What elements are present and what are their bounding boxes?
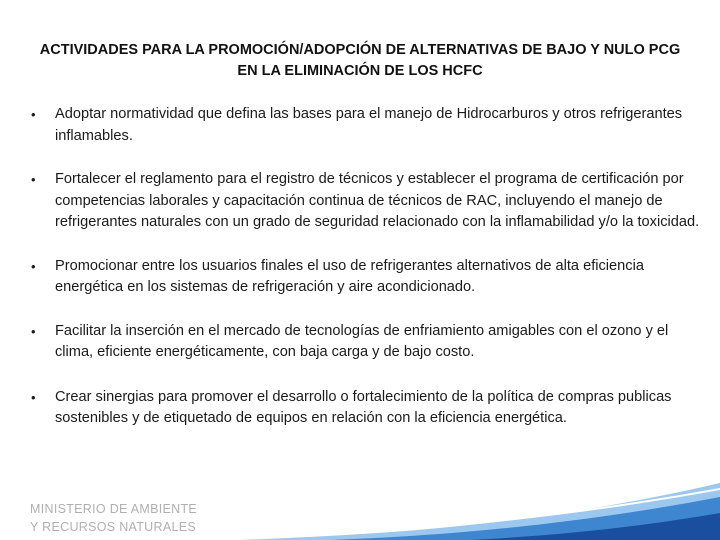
bullet-text: Crear sinergias para promover el desarrollo o fortalecimiento de la política de compras publicas sostenibles y de etiquetado de equipos en relación con la eficiencia energética. xyxy=(55,388,672,426)
ministry-name-line1: MINISTERIO DE AMBIENTE xyxy=(30,502,198,516)
bullet-text: Adoptar normatividad que defina las bases para el manejo de Hidrocarburos y otros refrigerantes inflamables. xyxy=(55,106,683,144)
ministry-logo-text xyxy=(30,500,197,536)
ministry-name-line2: Y RECURSOS NATURALES xyxy=(30,520,196,534)
bullet-item xyxy=(30,169,700,234)
bullet-dot-icon: • xyxy=(31,172,36,187)
bullet-item xyxy=(30,321,700,364)
bullet-dot-icon: • xyxy=(31,323,36,339)
bullet-dot-icon: • xyxy=(31,389,36,405)
bullet-list xyxy=(30,104,700,430)
bullet-dot-icon: • xyxy=(31,258,36,274)
bullet-dot-icon: • xyxy=(31,107,36,122)
bullet-item xyxy=(30,387,700,430)
bullet-item xyxy=(30,256,700,299)
bullet-item xyxy=(30,104,700,147)
bullet-text: Facilitar la inserción en el mercado de tecnologías de enfriamiento amigables con el ozono y el clima, eficiente energéticamente, con baja carga y de bajo costo. xyxy=(55,322,669,360)
bullet-text: Fortalecer el reglamento para el registro de técnicos y establecer el programa de certificación por competencias laborales y capacitación continua de técnicos de RAC, incluyendo el manejo de refrigerantes naturales con un grado de seguridad relacionado con la inflamabilidad y/o la toxicidad. xyxy=(55,171,700,230)
blue-swoosh-decoration xyxy=(210,465,720,540)
slide-title: ACTIVIDADES PARA LA PROMOCIÓN/ADOPCIÓN DE ALTERNATIVAS DE BAJO Y NULO PCG EN LA ELIMINACIÓN DE LOS HCFC xyxy=(39,42,681,79)
bullet-text: Promocionar entre los usuarios finales el uso de refrigerantes alternativos de alta eficiencia energética en los sistemas de refrigeración y aire acondicionado. xyxy=(55,257,644,295)
